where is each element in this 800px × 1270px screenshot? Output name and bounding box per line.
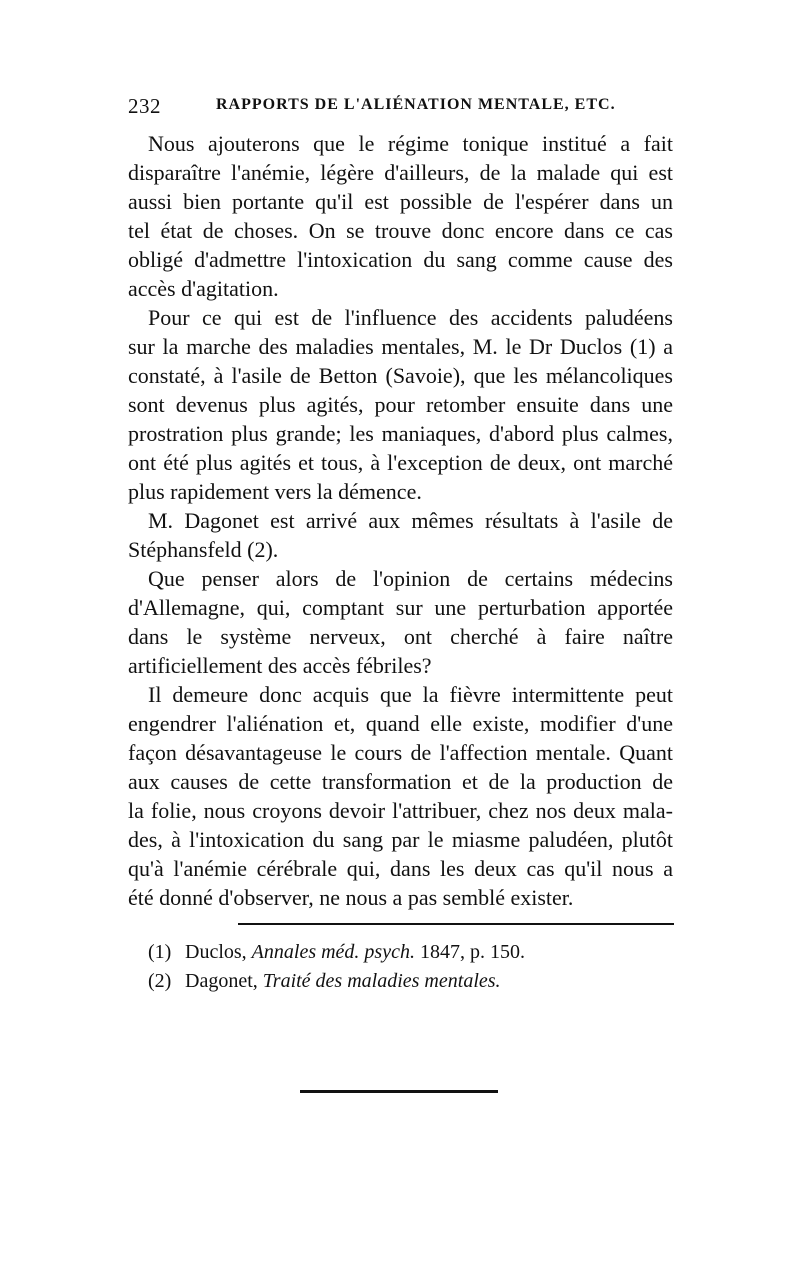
footnote-author: Dagonet, (185, 970, 258, 992)
text-line: artificiellement des accès fébriles? (128, 653, 432, 678)
footnote-rest: 1847, p. 150. (419, 941, 525, 963)
text-line: engendrer l'aliénation et, quand elle existe, modifier d'une (128, 711, 673, 736)
text-line: la folie, nous croyons devoir l'attribuer, chez nos deux mala- (128, 798, 673, 823)
text-line: dans le système nerveux, ont cherché à faire naître (128, 624, 673, 649)
text-line: accès d'agitation. (128, 276, 279, 301)
text-line: aussi bien portante qu'il est possible de l'espérer dans un (128, 189, 673, 214)
footnote (148, 938, 673, 966)
footnote-divider (238, 923, 674, 925)
text-line: M. Dagonet est arrivé aux mêmes résultats à l'asile de (148, 508, 673, 533)
text-line: ont été plus agités et tous, à l'exception de deux, ont marché (128, 450, 673, 475)
text-line: d'Allemagne, qui, comptant sur une perturbation apportée (128, 595, 673, 620)
text-line: Que penser alors de l'opinion de certains médecins (148, 566, 673, 591)
page-header (128, 94, 688, 118)
text-line: qu'à l'anémie cérébrale qui, dans les deux cas qu'il nous a (128, 856, 673, 881)
footnote-title: Traité des maladies mentales. (262, 970, 501, 992)
text-line: des, à l'intoxication du sang par le miasme paludéen, plutôt (128, 827, 673, 852)
running-title: RAPPORTS DE L'ALIÉNATION MENTALE, ETC. (216, 96, 616, 113)
footnote-author: Duclos, (185, 941, 247, 963)
text-line: prostration plus grande; les maniaques, d'abord plus calmes, (128, 421, 673, 446)
footnote-mark: (1) (148, 941, 172, 963)
text-line: Il demeure donc acquis que la fièvre intermittente peut (148, 682, 673, 707)
page-number: 232 (128, 94, 161, 118)
text-line: Stéphansfeld (2). (128, 537, 279, 562)
ornamental-rule (300, 1090, 498, 1093)
text-line: Pour ce qui est de l'influence des accidents paludéens (148, 305, 673, 330)
text-line: obligé d'admettre l'intoxication du sang comme cause des (128, 247, 673, 272)
text-line: tel état de choses. On se trouve donc encore dans ce cas (128, 218, 673, 243)
text-line: Nous ajouterons que le régime tonique institué a fait (148, 131, 673, 156)
text-line: sur la marche des maladies mentales, M. le Dr Duclos (1) a (128, 334, 673, 359)
footnote-mark: (2) (148, 970, 172, 992)
text-line: été donné d'observer, ne nous a pas semblé exister. (128, 885, 574, 910)
footnote-title: Annales méd. psych. (251, 941, 415, 963)
text-line: façon désavantageuse le cours de l'affection mentale. Quant (128, 740, 673, 765)
text-line: constaté, à l'asile de Betton (Savoie), que les mélancoliques (128, 363, 673, 388)
text-line: aux causes de cette transformation et de la production de (128, 769, 673, 794)
text-line: sont devenus plus agités, pour retomber ensuite dans une (128, 392, 673, 417)
footnote (148, 967, 673, 995)
text-line: plus rapidement vers la démence. (128, 479, 422, 504)
text-line: disparaître l'anémie, légère d'ailleurs, de la malade qui est (128, 160, 673, 185)
